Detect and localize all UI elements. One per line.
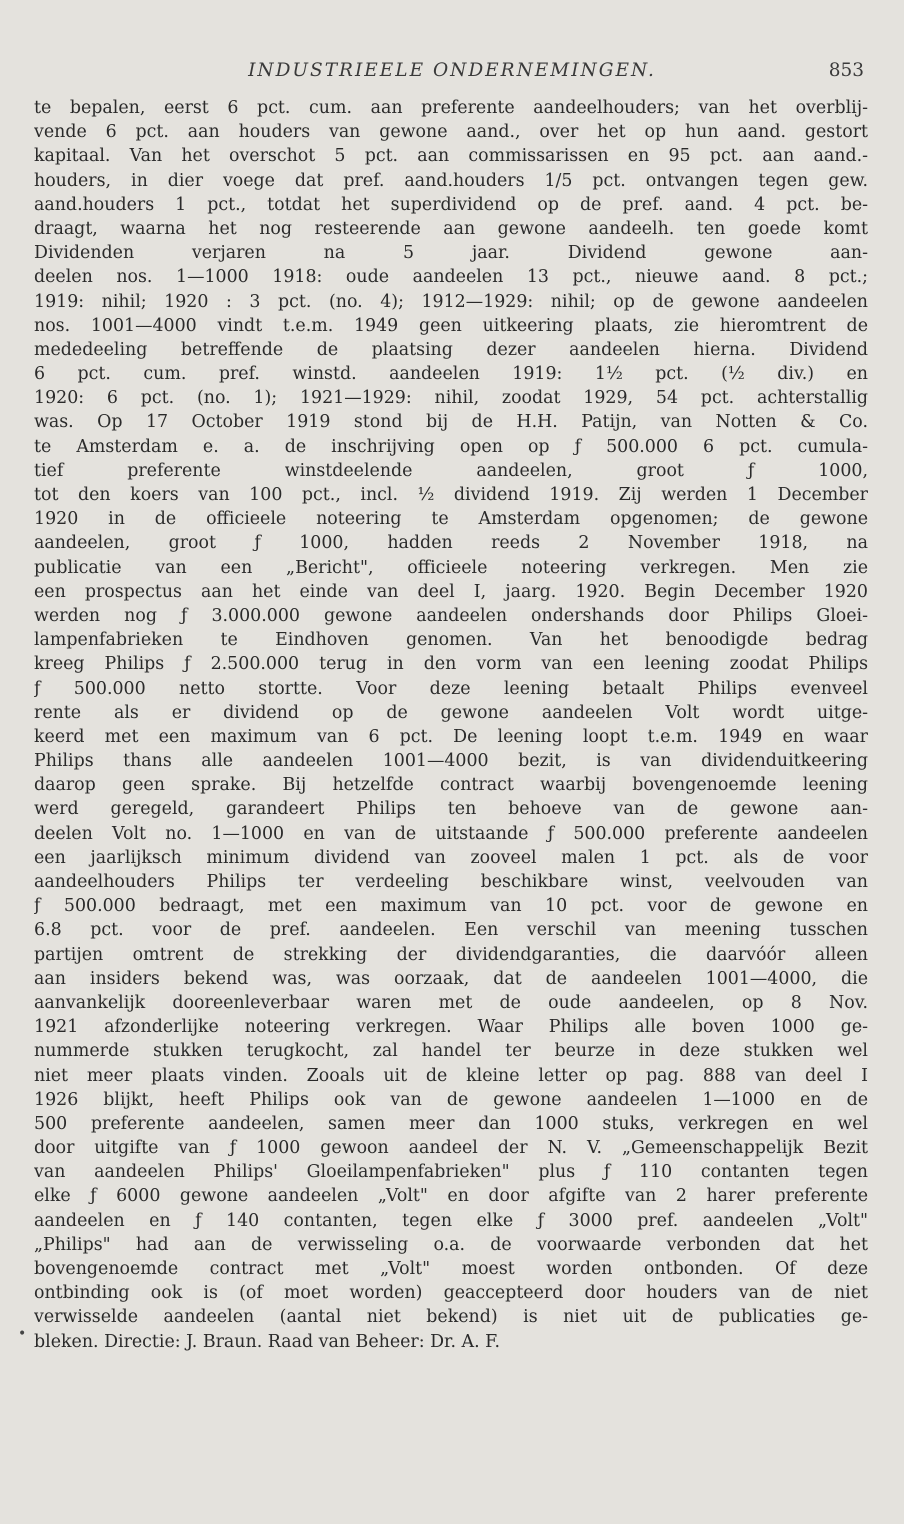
text-line: 1920: 6 pct. (no. 1); 1921—1929: nihil, zoodat 1929, 54 pct. achterstallig [34, 388, 868, 409]
text-line: aanvankelijk dooreenleverbaar waren met de oude aandeelen, op 8 Nov. [34, 992, 868, 1013]
margin-mark: • [18, 1326, 27, 1342]
text-line: door uitgifte van ƒ 1000 gewoon aandeel der N. V. „Gemeenschappelijk Bezit [34, 1138, 868, 1159]
text-line: elke ƒ 6000 gewone aandeelen „Volt" en door afgifte van 2 harer preferente [34, 1186, 868, 1207]
page-number: 853 [828, 60, 864, 81]
text-line: ontbinding ook is (of moet worden) geaccepteerd door houders van de niet [34, 1283, 868, 1304]
running-title: INDUSTRIEELE ONDERNEMINGEN. [248, 60, 656, 81]
text-line: draagt, waarna het nog resteerende aan gewone aandeelh. ten goede komt [34, 218, 868, 239]
text-line: kreeg Philips ƒ 2.500.000 terug in den vorm van een leening zoodat Philips [34, 654, 868, 675]
text-line: nos. 1001—4000 vindt t.e.m. 1949 geen uitkeering plaats, zie hieromtrent de [34, 315, 868, 336]
text-line: was. Op 17 October 1919 stond bij de H.H. Patijn, van Notten & Co. [34, 412, 868, 433]
text-line: verwisselde aandeelen (aantal niet bekend) is niet uit de publicaties ge- [34, 1307, 868, 1328]
text-line: een jaarlijksch minimum dividend van zooveel malen 1 pct. als de voor [34, 847, 868, 868]
text-line: vende 6 pct. aan houders van gewone aand., over het op hun aand. gestort [34, 122, 868, 143]
text-line: mededeeling betreffende de plaatsing dezer aandeelen hierna. Dividend [34, 339, 868, 360]
text-line: 1919: nihil; 1920 : 3 pct. (no. 4); 1912—1929: nihil; op de gewone aandeelen [34, 291, 868, 312]
text-line: een prospectus aan het einde van deel I, jaarg. 1920. Begin December 1920 [34, 581, 868, 602]
text-line: bleken. Directie: J. Braun. Raad van Beheer: Dr. A. F. [34, 1331, 501, 1352]
text-line: aand.houders 1 pct., totdat het superdividend op de pref. aand. 4 pct. be- [34, 194, 868, 215]
text-line: kapitaal. Van het overschot 5 pct. aan commissarissen en 95 pct. aan aand.- [34, 146, 868, 167]
text-line: 1920 in de officieele noteering te Amsterdam opgenomen; de gewone [34, 509, 868, 530]
text-line: te Amsterdam e. a. de inschrijving open op ƒ 500.000 6 pct. cumula- [34, 436, 868, 457]
text-line: aandeelen en ƒ 140 contanten, tegen elke ƒ 3000 pref. aandeelen „Volt" [34, 1210, 868, 1231]
text-line: werd geregeld, garandeert Philips ten behoeve van de gewone aan- [34, 799, 868, 820]
text-line: partijen omtrent de strekking der dividendgaranties, die daarvóór alleen [34, 944, 868, 965]
text-line: publicatie van een „Bericht", officieele noteering verkregen. Men zie [34, 557, 868, 578]
text-line: daarop geen sprake. Bij hetzelfde contract waarbij bovengenoemde leening [34, 775, 868, 796]
text-line: bovengenoemde contract met „Volt" moest worden ontbonden. Of deze [34, 1259, 868, 1279]
text-line: te bepalen, eerst 6 pct. cum. aan preferente aandeelhouders; van het overblij- [34, 98, 868, 118]
text-line: nummerde stukken terugkocht, zal handel ter beurze in deze stukken wel [34, 1041, 868, 1062]
text-line: houders, in dier voege dat pref. aand.houders 1/5 pct. ontvangen tegen gew. [34, 170, 868, 191]
text-line: ƒ 500.000 netto stortte. Voor deze leening betaalt Philips evenveel [34, 678, 868, 699]
text-line: werden nog ƒ 3.000.000 gewone aandeelen ondershands door Philips Gloei- [34, 605, 868, 626]
text-line: 1926 blijkt, heeft Philips ook van de gewone aandeelen 1—1000 en de [34, 1089, 868, 1110]
text-line: 6 pct. cum. pref. winstd. aandeelen 1919: 1½ pct. (½ div.) en [34, 364, 868, 385]
text-line: niet meer plaats vinden. Zooals uit de kleine letter op pag. 888 van deel I [34, 1065, 868, 1086]
text-line: aandeelen, groot ƒ 1000, hadden reeds 2 November 1918, na [34, 533, 868, 554]
text-line: deelen Volt no. 1—1000 en van de uitstaande ƒ 500.000 preferente aandeelen [34, 823, 868, 844]
text-line: tief preferente winstdeelende aandeelen, groot ƒ 1000, [34, 460, 868, 481]
text-line: Dividenden verjaren na 5 jaar. Dividend gewone aan- [34, 243, 868, 264]
text-line: aandeelhouders Philips ter verdeeling beschikbare winst, veelvouden van [34, 872, 868, 892]
text-line: deelen nos. 1—1000 1918: oude aandeelen 13 pct., nieuwe aand. 8 pct.; [34, 267, 868, 288]
text-line: keerd met een maximum van 6 pct. De leening loopt t.e.m. 1949 en waar [34, 726, 868, 747]
text-line: „Philips" had aan de verwisseling o.a. de voorwaarde verbonden dat het [34, 1234, 868, 1255]
text-line: 6.8 pct. voor de pref. aandeelen. Een verschil van meening tusschen [34, 920, 868, 941]
text-line: rente als er dividend op de gewone aandeelen Volt wordt uitge- [34, 702, 868, 723]
text-line: 1921 afzonderlijke noteering verkregen. Waar Philips alle boven 1000 ge- [34, 1017, 868, 1038]
text-line: 500 preferente aandeelen, samen meer dan 1000 stuks, verkregen en wel [34, 1113, 868, 1134]
text-line: van aandeelen Philips' Gloeilampenfabrieken" plus ƒ 110 contanten tegen [34, 1162, 868, 1183]
body-text [34, 96, 868, 1354]
text-line: Philips thans alle aandeelen 1001—4000 bezit, is van dividenduitkeering [34, 751, 868, 772]
text-line: tot den koers van 100 pct., incl. ½ dividend 1919. Zij werden 1 December [34, 485, 868, 505]
page-header [0, 58, 904, 88]
text-line: ƒ 500.000 bedraagt, met een maximum van 10 pct. voor de gewone en [34, 896, 868, 917]
text-line: aan insiders bekend was, was oorzaak, dat de aandeelen 1001—4000, die [34, 968, 868, 989]
text-line: lampenfabrieken te Eindhoven genomen. Van het benoodigde bedrag [34, 630, 868, 651]
